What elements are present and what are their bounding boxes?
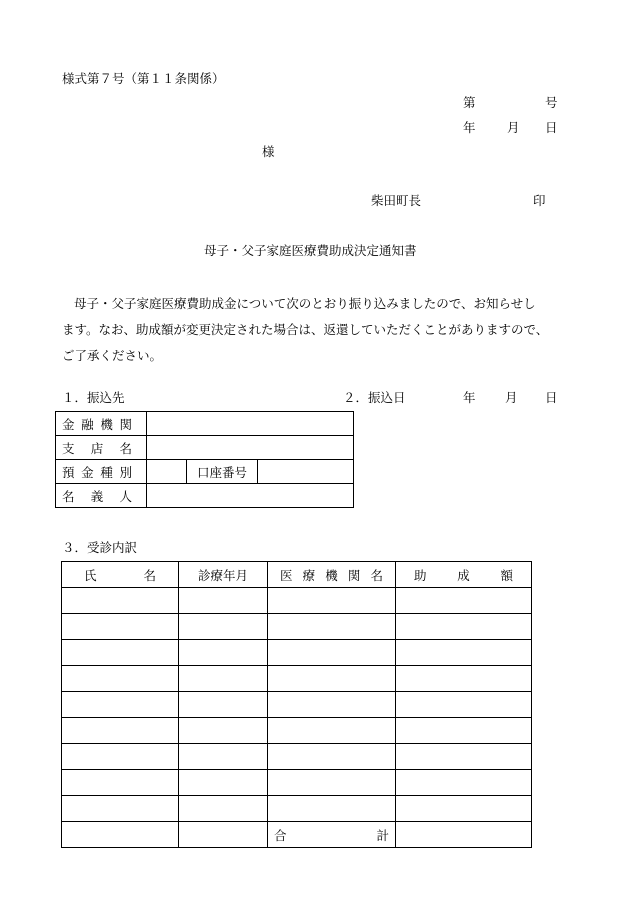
bank-label: 金 融 機 関 bbox=[56, 412, 147, 436]
total-row bbox=[62, 822, 532, 848]
table-row bbox=[62, 718, 532, 744]
seal-mark: 印 bbox=[533, 193, 546, 208]
transfer-day: 日 bbox=[545, 390, 558, 405]
date-year: 年 bbox=[463, 120, 476, 135]
body-line-2: ます。なお、助成額が変更決定された場合は、返還していただくことがありますので、 bbox=[62, 322, 549, 337]
total-amount-cell[interactable] bbox=[396, 822, 532, 848]
row-institution-cell[interactable] bbox=[268, 614, 396, 640]
number-go: 号 bbox=[545, 95, 558, 110]
branch-value[interactable] bbox=[147, 436, 354, 460]
row-month-cell[interactable] bbox=[179, 692, 268, 718]
row-institution-cell[interactable] bbox=[268, 718, 396, 744]
form-id: 様式第７号（第１１条関係） bbox=[62, 71, 225, 86]
table-row bbox=[62, 796, 532, 822]
body-paragraph bbox=[62, 291, 582, 369]
row-name-cell[interactable] bbox=[62, 614, 179, 640]
row-amount-cell[interactable] bbox=[396, 666, 532, 692]
row-amount-cell[interactable] bbox=[396, 718, 532, 744]
branch-label: 支 店 名 bbox=[56, 436, 147, 460]
row-name-cell[interactable] bbox=[62, 744, 179, 770]
deposit-type-label: 預 金 種 別 bbox=[56, 460, 147, 484]
transfer-year: 年 bbox=[463, 390, 476, 405]
row-month-cell[interactable] bbox=[179, 796, 268, 822]
row-amount-cell[interactable] bbox=[396, 770, 532, 796]
deposit-row bbox=[56, 460, 354, 484]
row-institution-cell[interactable] bbox=[268, 796, 396, 822]
body-line-1: 母子・父子家庭医療費助成金について次のとおり振り込みましたので、お知らせし bbox=[74, 296, 536, 311]
holder-label: 名 義 人 bbox=[56, 484, 147, 508]
row-amount-cell[interactable] bbox=[396, 588, 532, 614]
date-day: 日 bbox=[545, 120, 558, 135]
row-month-cell[interactable] bbox=[179, 666, 268, 692]
table-row bbox=[62, 640, 532, 666]
section2-heading: ２．振込日 bbox=[343, 390, 406, 405]
row-name-cell[interactable] bbox=[62, 796, 179, 822]
bank-row bbox=[56, 412, 354, 436]
total-month-cell bbox=[179, 822, 268, 848]
header-institution: 医 療 機 関 名 bbox=[268, 562, 396, 588]
section3-heading: ３．受診内訳 bbox=[62, 540, 138, 555]
row-amount-cell[interactable] bbox=[396, 640, 532, 666]
row-month-cell[interactable] bbox=[179, 718, 268, 744]
body-line-3: ご了承ください。 bbox=[62, 348, 163, 363]
row-name-cell[interactable] bbox=[62, 692, 179, 718]
section1-heading: １．振込先 bbox=[62, 390, 125, 405]
date-month: 月 bbox=[507, 120, 520, 135]
table-row bbox=[62, 588, 532, 614]
total-name-cell bbox=[62, 822, 179, 848]
table-row bbox=[62, 666, 532, 692]
row-institution-cell[interactable] bbox=[268, 692, 396, 718]
row-month-cell[interactable] bbox=[179, 588, 268, 614]
transfer-month: 月 bbox=[505, 390, 518, 405]
header-amount: 助 成 額 bbox=[396, 562, 532, 588]
row-amount-cell[interactable] bbox=[396, 692, 532, 718]
holder-row bbox=[56, 484, 354, 508]
row-amount-cell[interactable] bbox=[396, 614, 532, 640]
row-month-cell[interactable] bbox=[179, 640, 268, 666]
table-row bbox=[62, 744, 532, 770]
header-month: 診療年月 bbox=[179, 562, 268, 588]
table-row bbox=[62, 770, 532, 796]
table-row bbox=[62, 692, 532, 718]
row-month-cell[interactable] bbox=[179, 744, 268, 770]
number-dai: 第 bbox=[463, 95, 476, 110]
visit-breakdown-table bbox=[61, 561, 532, 848]
row-institution-cell[interactable] bbox=[268, 640, 396, 666]
header-name: 氏 名 bbox=[62, 562, 179, 588]
row-name-cell[interactable] bbox=[62, 770, 179, 796]
row-amount-cell[interactable] bbox=[396, 796, 532, 822]
table-row bbox=[62, 614, 532, 640]
row-institution-cell[interactable] bbox=[268, 744, 396, 770]
row-name-cell[interactable] bbox=[62, 640, 179, 666]
document-title: 母子・父子家庭医療費助成決定通知書 bbox=[204, 243, 417, 258]
issuer: 柴田町長 bbox=[371, 193, 422, 208]
row-institution-cell[interactable] bbox=[268, 666, 396, 692]
holder-value[interactable] bbox=[147, 484, 354, 508]
bank-value[interactable] bbox=[147, 412, 354, 436]
total-label: 合 計 bbox=[268, 822, 396, 848]
row-amount-cell[interactable] bbox=[396, 744, 532, 770]
row-month-cell[interactable] bbox=[179, 614, 268, 640]
account-number-label: 口座番号 bbox=[187, 460, 258, 484]
row-name-cell[interactable] bbox=[62, 718, 179, 744]
row-institution-cell[interactable] bbox=[268, 588, 396, 614]
row-name-cell[interactable] bbox=[62, 666, 179, 692]
branch-row bbox=[56, 436, 354, 460]
row-name-cell[interactable] bbox=[62, 588, 179, 614]
visit-header-row bbox=[62, 562, 532, 588]
row-month-cell[interactable] bbox=[179, 770, 268, 796]
account-number-value[interactable] bbox=[258, 460, 354, 484]
bank-account-table bbox=[55, 411, 354, 508]
row-institution-cell[interactable] bbox=[268, 770, 396, 796]
deposit-type-value[interactable] bbox=[147, 460, 187, 484]
recipient-sama: 様 bbox=[262, 144, 275, 159]
